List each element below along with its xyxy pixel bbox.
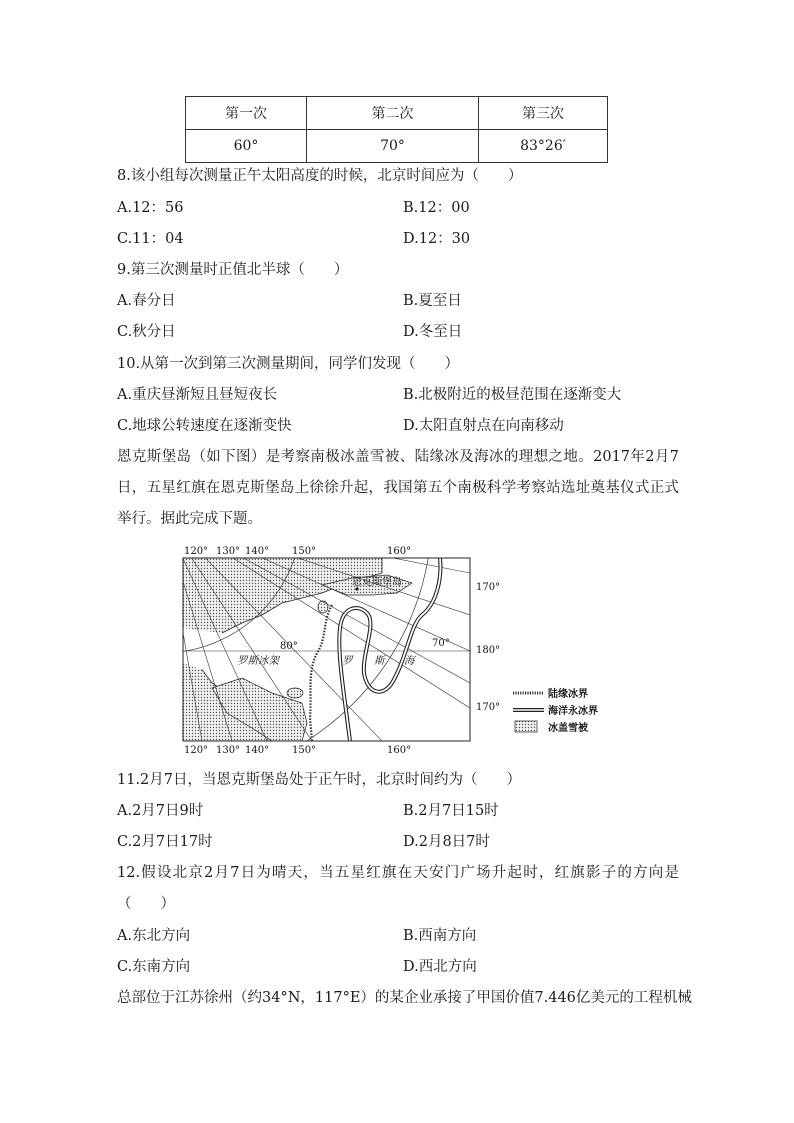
q10-option-c[interactable]: C.地球公转速度在逐渐变快	[117, 418, 292, 434]
passage-xuzhou-enterprise: 总部位于江苏徐州（约34°N，117°E）的某企业承接了甲国价值7.446亿美元的工程机械	[117, 990, 692, 1006]
q8-option-a[interactable]: A.12：56	[117, 200, 184, 216]
longitude-label: 140°	[245, 745, 270, 756]
ross-sea-map	[182, 543, 652, 757]
table-cell: 60°	[186, 130, 307, 163]
sea-label: 罗	[342, 655, 353, 667]
q10-option-b[interactable]: B.北极附近的极昼范围在逐渐变大	[403, 387, 622, 403]
q11-option-d[interactable]: D.2月8日7时	[403, 834, 490, 850]
longitude-label: 130°	[216, 546, 241, 557]
legend-label: 陆缘冰界	[548, 689, 588, 700]
table-header: 第二次	[307, 97, 479, 130]
q8-option-b[interactable]: B.12：00	[403, 200, 470, 216]
measurement-table	[185, 96, 608, 163]
latitude-label: 80°	[280, 641, 298, 652]
table-header: 第三次	[479, 97, 608, 130]
ice-shelf-label: 罗斯冰架	[237, 655, 279, 667]
latitude-label: 70°	[432, 638, 450, 649]
longitude-label: 130°	[216, 745, 241, 756]
longitude-label: 150°	[292, 546, 317, 557]
q12-option-a[interactable]: A.东北方向	[117, 928, 191, 944]
sea-label: 海	[404, 655, 415, 667]
q10-option-d[interactable]: D.太阳直射点在向南移动	[403, 418, 564, 434]
longitude-label: 170°	[476, 582, 501, 593]
legend-label: 冰盖雪被	[548, 723, 588, 734]
passage-inexpressible-island: 恩克斯堡岛（如下图）是考察南极冰盖雪被、陆缘冰及海冰的理想之地。2017年2月7日，五星红旗在恩克斯堡岛上徐徐升起，我国第五个南极科学考察站选址奠基仪式正式举行。据此完成下题。	[117, 449, 679, 527]
map-legend	[513, 687, 598, 734]
longitude-label: 160°	[387, 546, 412, 557]
q12-option-c[interactable]: C.东南方向	[117, 959, 191, 975]
island-label: 恩克斯堡岛	[352, 577, 402, 588]
legend-label: 海洋永冰界	[548, 706, 598, 717]
table-cell: 70°	[307, 130, 479, 163]
sea-label: 斯	[374, 655, 385, 667]
ice-cap-symbol	[515, 721, 537, 732]
q9-stem: 9.第三次测量时正值北半球（ ）	[117, 262, 349, 278]
q8-option-d[interactable]: D.12：30	[403, 231, 471, 247]
q11-option-a[interactable]: A.2月7日9时	[117, 803, 204, 819]
longitude-label: 140°	[245, 546, 270, 557]
table-row	[186, 130, 608, 163]
table-cell: 83°26′	[479, 130, 608, 163]
q12-option-d[interactable]: D.西北方向	[403, 959, 477, 975]
q11-option-c[interactable]: C.2月7日17时	[117, 834, 213, 850]
longitude-label: 120°	[184, 546, 209, 557]
q12-option-b[interactable]: B.西南方向	[403, 928, 477, 944]
table-row	[186, 97, 608, 130]
longitude-label: 120°	[184, 745, 209, 756]
q9-option-c[interactable]: C.秋分日	[117, 324, 176, 340]
q10-option-a[interactable]: A.重庆昼渐短且昼短夜长	[117, 387, 278, 403]
longitude-label: 160°	[387, 745, 412, 756]
q9-option-b[interactable]: B.夏至日	[403, 293, 462, 309]
longitude-label: 150°	[292, 745, 317, 756]
q11-stem: 11.2月7日，当恩克斯堡岛处于正午时，北京时间约为（ ）	[117, 772, 522, 788]
table-header: 第一次	[186, 97, 307, 130]
longitude-label: 180°	[476, 645, 501, 656]
q8-option-c[interactable]: C.11：04	[117, 231, 184, 247]
q9-option-a[interactable]: A.春分日	[117, 293, 176, 309]
q9-option-d[interactable]: D.冬至日	[403, 324, 463, 340]
q11-option-b[interactable]: B.2月7日15时	[403, 803, 499, 819]
longitude-label: 170°	[476, 702, 501, 713]
q10-stem: 10.从第一次到第三次测量期间，同学们发现（ ）	[117, 356, 460, 372]
q8-stem: 8.该小组每次测量正午太阳高度的时候，北京时间应为（ ）	[117, 168, 523, 184]
q12-stem: 12.假设北京2月7日为晴天，当五星红旗在天安门广场升起时，红旗影子的方向是（ ）	[117, 865, 679, 912]
